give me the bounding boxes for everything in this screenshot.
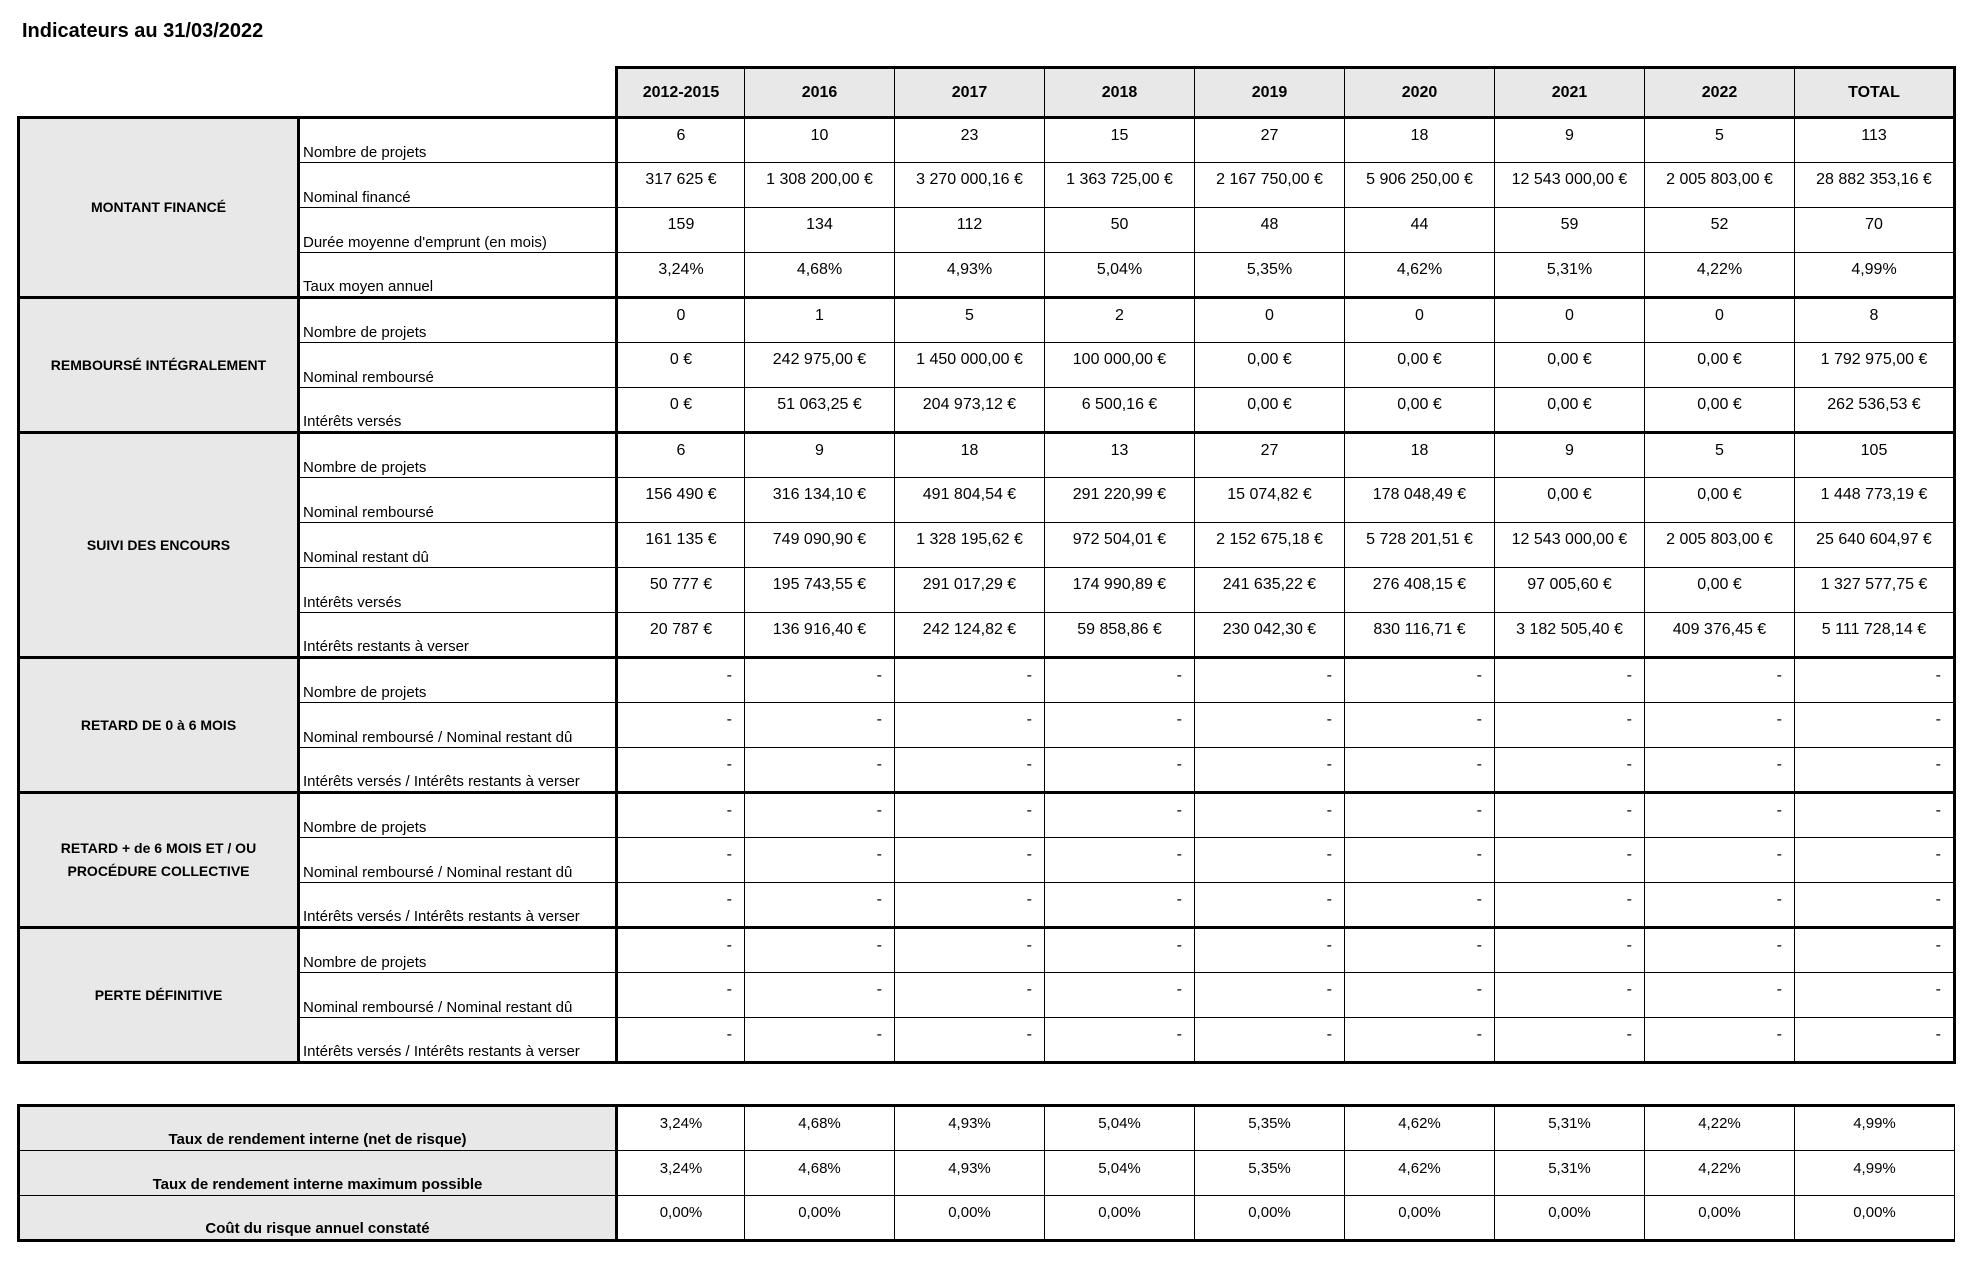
value-cell: - [1795,703,1955,748]
value-cell: - [1795,928,1955,973]
summary-value: 4,62% [1345,1151,1495,1196]
value-cell: 13 [1045,433,1195,478]
metric-label: Nominal remboursé [299,343,617,388]
value-cell: 0 € [617,343,745,388]
value-cell: 230 042,30 € [1195,613,1345,658]
value-cell: 5,31% [1495,253,1645,298]
value-cell: 1 327 577,75 € [1795,568,1955,613]
value-cell: 27 [1195,433,1345,478]
summary-label: Taux de rendement interne (net de risque) [19,1106,617,1151]
value-cell: - [1345,973,1495,1018]
value-cell: 5,04% [1045,253,1195,298]
metric-label: Nombre de projets [299,298,617,343]
metric-label: Intérêts versés [299,568,617,613]
summary-body [19,1106,1955,1241]
value-cell: 50 [1045,208,1195,253]
value-cell: - [1645,748,1795,793]
value-cell: 9 [1495,118,1645,163]
value-cell: 52 [1645,208,1795,253]
value-cell: - [1345,703,1495,748]
summary-value: 0,00% [617,1196,745,1241]
value-cell: - [895,1018,1045,1063]
table-row [19,703,1955,748]
value-cell: 105 [1795,433,1955,478]
value-cell: 59 [1495,208,1645,253]
value-cell: 50 777 € [617,568,745,613]
value-cell: 6 [617,118,745,163]
value-cell: - [1495,748,1645,793]
value-cell: - [745,793,895,838]
value-cell: - [1645,928,1795,973]
year-header: 2021 [1495,68,1645,118]
metric-label: Nombre de projets [299,793,617,838]
table-row [19,568,1955,613]
value-cell: - [1645,973,1795,1018]
value-cell: 195 743,55 € [745,568,895,613]
summary-value: 5,31% [1495,1151,1645,1196]
value-cell: 174 990,89 € [1045,568,1195,613]
metric-label: Intérêts restants à verser [299,613,617,658]
metric-label: Nombre de projets [299,928,617,973]
summary-table [17,1104,1955,1242]
value-cell: 5 906 250,00 € [1345,163,1495,208]
value-cell: 262 536,53 € [1795,388,1955,433]
summary-value: 5,04% [1045,1106,1195,1151]
table-row [19,298,1955,343]
value-cell: 178 048,49 € [1345,478,1495,523]
value-cell: 18 [895,433,1045,478]
year-header: 2017 [895,68,1045,118]
table-row [19,928,1955,973]
value-cell: 2 005 803,00 € [1645,523,1795,568]
section-label: PERTE DÉFINITIVE [19,928,299,1063]
value-cell: - [1195,838,1345,883]
table-row [19,883,1955,928]
value-cell: - [1645,838,1795,883]
value-cell: 113 [1795,118,1955,163]
section-label: REMBOURSÉ INTÉGRALEMENT [19,298,299,433]
table-row [19,478,1955,523]
metric-label: Nominal remboursé / Nominal restant dû [299,973,617,1018]
value-cell: - [1495,883,1645,928]
value-cell: - [895,883,1045,928]
value-cell: 0 [1495,298,1645,343]
value-cell: - [1645,1018,1795,1063]
value-cell: 5 111 728,14 € [1795,613,1955,658]
table-row [19,163,1955,208]
value-cell: - [895,793,1045,838]
value-cell: - [895,973,1045,1018]
value-cell: - [1045,793,1195,838]
value-cell: - [1795,793,1955,838]
value-cell: - [1195,1018,1345,1063]
value-cell: 1 [745,298,895,343]
value-cell: - [1045,883,1195,928]
value-cell: 51 063,25 € [745,388,895,433]
summary-value: 0,00% [745,1196,895,1241]
table-row [19,973,1955,1018]
value-cell: 0,00 € [1645,388,1795,433]
value-cell: - [745,1018,895,1063]
value-cell: 2 [1045,298,1195,343]
value-cell: - [745,658,895,703]
value-cell: 100 000,00 € [1045,343,1195,388]
value-cell: - [895,838,1045,883]
value-cell: 44 [1345,208,1495,253]
value-cell: 156 490 € [617,478,745,523]
summary-row [19,1106,1955,1151]
value-cell: 972 504,01 € [1045,523,1195,568]
value-cell: 409 376,45 € [1645,613,1795,658]
value-cell: 28 882 353,16 € [1795,163,1955,208]
value-cell: - [1195,928,1345,973]
value-cell: - [1195,883,1345,928]
metric-label: Nombre de projets [299,433,617,478]
value-cell: - [1495,838,1645,883]
table-row [19,118,1955,163]
value-cell: 0,00 € [1345,388,1495,433]
metric-label: Nominal financé [299,163,617,208]
value-cell: - [1795,973,1955,1018]
metric-label: Intérêts versés / Intérêts restants à verser [299,748,617,793]
value-cell: - [895,748,1045,793]
summary-row [19,1151,1955,1196]
value-cell: 18 [1345,433,1495,478]
table-row [19,613,1955,658]
summary-value: 0,00% [1795,1196,1955,1241]
summary-value: 5,31% [1495,1106,1645,1151]
value-cell: 241 635,22 € [1195,568,1345,613]
summary-label: Taux de rendement interne maximum possible [19,1151,617,1196]
value-cell: 0 [1195,298,1345,343]
value-cell: 276 408,15 € [1345,568,1495,613]
value-cell: 0 [1345,298,1495,343]
value-cell: - [617,928,745,973]
summary-value: 4,99% [1795,1151,1955,1196]
value-cell: 0,00 € [1495,478,1645,523]
value-cell: 317 625 € [617,163,745,208]
page-title: Indicateurs au 31/03/2022 [22,20,264,42]
value-cell: 159 [617,208,745,253]
value-cell: 242 124,82 € [895,613,1045,658]
metric-label: Intérêts versés / Intérêts restants à verser [299,1018,617,1063]
value-cell: 0,00 € [1645,568,1795,613]
metric-label: Intérêts versés [299,388,617,433]
value-cell: 15 [1045,118,1195,163]
value-cell: - [1795,1018,1955,1063]
value-cell: - [617,748,745,793]
value-cell: 0 [1645,298,1795,343]
metric-label: Durée moyenne d'emprunt (en mois) [299,208,617,253]
value-cell: - [1645,883,1795,928]
value-cell: - [1045,748,1195,793]
value-cell: 242 975,00 € [745,343,895,388]
value-cell: 18 [1345,118,1495,163]
value-cell: 491 804,54 € [895,478,1045,523]
value-cell: - [1195,748,1345,793]
value-cell: - [1495,928,1645,973]
value-cell: 4,22% [1645,253,1795,298]
summary-label: Coût du risque annuel constaté [19,1196,617,1241]
indicators-table [17,66,1956,1064]
value-cell: 1 792 975,00 € [1795,343,1955,388]
summary-value: 0,00% [1495,1196,1645,1241]
value-cell: 25 640 604,97 € [1795,523,1955,568]
value-cell: 1 450 000,00 € [895,343,1045,388]
metric-label: Nominal remboursé / Nominal restant dû [299,703,617,748]
value-cell: 8 [1795,298,1955,343]
value-cell: 2 005 803,00 € [1645,163,1795,208]
value-cell: - [1195,793,1345,838]
value-cell: 15 074,82 € [1195,478,1345,523]
summary-value: 4,68% [745,1151,895,1196]
summary-value: 5,35% [1195,1151,1345,1196]
summary-value: 0,00% [1345,1196,1495,1241]
value-cell: - [617,703,745,748]
table-row [19,208,1955,253]
value-cell: 59 858,86 € [1045,613,1195,658]
value-cell: 134 [745,208,895,253]
table-row [19,838,1955,883]
value-cell: 0 € [617,388,745,433]
summary-value: 4,93% [895,1151,1045,1196]
value-cell: - [1345,748,1495,793]
value-cell: 12 543 000,00 € [1495,163,1645,208]
value-cell: 9 [745,433,895,478]
value-cell: 6 [617,433,745,478]
value-cell: - [1495,793,1645,838]
value-cell: 0,00 € [1495,343,1645,388]
year-header: 2018 [1045,68,1195,118]
value-cell: - [1495,1018,1645,1063]
value-cell: 3 182 505,40 € [1495,613,1645,658]
table-row [19,658,1955,703]
value-cell: 3 270 000,16 € [895,163,1045,208]
metric-label: Nombre de projets [299,118,617,163]
value-cell: - [895,658,1045,703]
value-cell: - [1045,838,1195,883]
value-cell: 291 017,29 € [895,568,1045,613]
value-cell: - [617,973,745,1018]
value-cell: - [1495,973,1645,1018]
value-cell: - [617,838,745,883]
value-cell: 3,24% [617,253,745,298]
table-row [19,748,1955,793]
value-cell: - [1045,658,1195,703]
value-cell: - [1795,883,1955,928]
summary-value: 4,93% [895,1106,1045,1151]
value-cell: - [1345,1018,1495,1063]
section-label: MONTANT FINANCÉ [19,118,299,298]
summary-value: 4,62% [1345,1106,1495,1151]
header-blank [19,68,617,118]
metric-label: Taux moyen annuel [299,253,617,298]
value-cell: 48 [1195,208,1345,253]
year-header: 2022 [1645,68,1795,118]
table-row [19,253,1955,298]
value-cell: - [1045,1018,1195,1063]
metric-label: Nombre de projets [299,658,617,703]
value-cell: - [1345,658,1495,703]
value-cell: 0,00 € [1195,343,1345,388]
value-cell: 4,93% [895,253,1045,298]
summary-value: 0,00% [1195,1196,1345,1241]
value-cell: 0,00 € [1495,388,1645,433]
year-header: 2020 [1345,68,1495,118]
summary-value: 4,68% [745,1106,895,1151]
value-cell: 5 728 201,51 € [1345,523,1495,568]
section-label: RETARD DE 0 à 6 MOIS [19,658,299,793]
value-cell: - [895,703,1045,748]
value-cell: 0 [617,298,745,343]
summary-value: 3,24% [617,1151,745,1196]
metric-label: Nominal restant dû [299,523,617,568]
summary-value: 4,22% [1645,1151,1795,1196]
value-cell: 5 [1645,118,1795,163]
summary-value: 5,04% [1045,1151,1195,1196]
summary-value: 0,00% [1045,1196,1195,1241]
value-cell: 204 973,12 € [895,388,1045,433]
table-row [19,433,1955,478]
value-cell: 20 787 € [617,613,745,658]
summary-value: 4,22% [1645,1106,1795,1151]
value-cell: 97 005,60 € [1495,568,1645,613]
value-cell: 6 500,16 € [1045,388,1195,433]
value-cell: 316 134,10 € [745,478,895,523]
value-cell: - [1495,703,1645,748]
value-cell: - [745,928,895,973]
section-label: RETARD + de 6 MOIS ET / OU PROCÉDURE COLLECTIVE [19,793,299,928]
value-cell: 2 152 675,18 € [1195,523,1345,568]
metric-label: Nominal remboursé [299,478,617,523]
summary-value: 0,00% [1645,1196,1795,1241]
value-cell: 0,00 € [1345,343,1495,388]
value-cell: - [1045,928,1195,973]
value-cell: - [1345,928,1495,973]
table-row [19,1018,1955,1063]
year-header-row [19,68,1955,118]
value-cell: - [1345,883,1495,928]
table-row [19,523,1955,568]
value-cell: - [1195,973,1345,1018]
metric-label: Nominal remboursé / Nominal restant dû [299,838,617,883]
value-cell: 5,35% [1195,253,1345,298]
summary-value: 0,00% [895,1196,1045,1241]
year-header: 2016 [745,68,895,118]
value-cell: 27 [1195,118,1345,163]
value-cell: - [1045,703,1195,748]
table-row [19,343,1955,388]
value-cell: - [1645,793,1795,838]
value-cell: 70 [1795,208,1955,253]
value-cell: - [1795,748,1955,793]
summary-value: 5,35% [1195,1106,1345,1151]
value-cell: 5 [1645,433,1795,478]
value-cell: 9 [1495,433,1645,478]
value-cell: 2 167 750,00 € [1195,163,1345,208]
value-cell: - [1795,838,1955,883]
value-cell: 1 363 725,00 € [1045,163,1195,208]
value-cell: 1 448 773,19 € [1795,478,1955,523]
year-header: 2012-2015 [617,68,745,118]
value-cell: 136 916,40 € [745,613,895,658]
value-cell: - [617,1018,745,1063]
value-cell: 4,62% [1345,253,1495,298]
value-cell: 161 135 € [617,523,745,568]
value-cell: 23 [895,118,1045,163]
value-cell: - [617,658,745,703]
value-cell: - [895,928,1045,973]
value-cell: - [1645,703,1795,748]
value-cell: 291 220,99 € [1045,478,1195,523]
value-cell: 0,00 € [1195,388,1345,433]
value-cell: - [1495,658,1645,703]
value-cell: 1 308 200,00 € [745,163,895,208]
value-cell: - [617,793,745,838]
value-cell: 5 [895,298,1045,343]
section-label: SUIVI DES ENCOURS [19,433,299,658]
value-cell: - [745,973,895,1018]
value-cell: - [745,748,895,793]
value-cell: - [1645,658,1795,703]
value-cell: 749 090,90 € [745,523,895,568]
value-cell: - [745,883,895,928]
indicators-body [19,118,1955,1063]
value-cell: 0,00 € [1645,478,1795,523]
value-cell: - [1045,973,1195,1018]
value-cell: 10 [745,118,895,163]
value-cell: - [1345,793,1495,838]
value-cell: - [745,838,895,883]
year-header: 2019 [1195,68,1345,118]
value-cell: 1 328 195,62 € [895,523,1045,568]
table-row [19,793,1955,838]
summary-value: 3,24% [617,1106,745,1151]
value-cell: 112 [895,208,1045,253]
value-cell: - [1345,838,1495,883]
value-cell: - [1195,703,1345,748]
value-cell: 12 543 000,00 € [1495,523,1645,568]
value-cell: - [745,703,895,748]
value-cell: 830 116,71 € [1345,613,1495,658]
value-cell: 4,68% [745,253,895,298]
total-header: TOTAL [1795,68,1955,118]
value-cell: - [1795,658,1955,703]
summary-value: 4,99% [1795,1106,1955,1151]
table-row [19,388,1955,433]
value-cell: - [617,883,745,928]
value-cell: - [1195,658,1345,703]
summary-row [19,1196,1955,1241]
value-cell: 4,99% [1795,253,1955,298]
metric-label: Intérêts versés / Intérêts restants à verser [299,883,617,928]
value-cell: 0,00 € [1645,343,1795,388]
